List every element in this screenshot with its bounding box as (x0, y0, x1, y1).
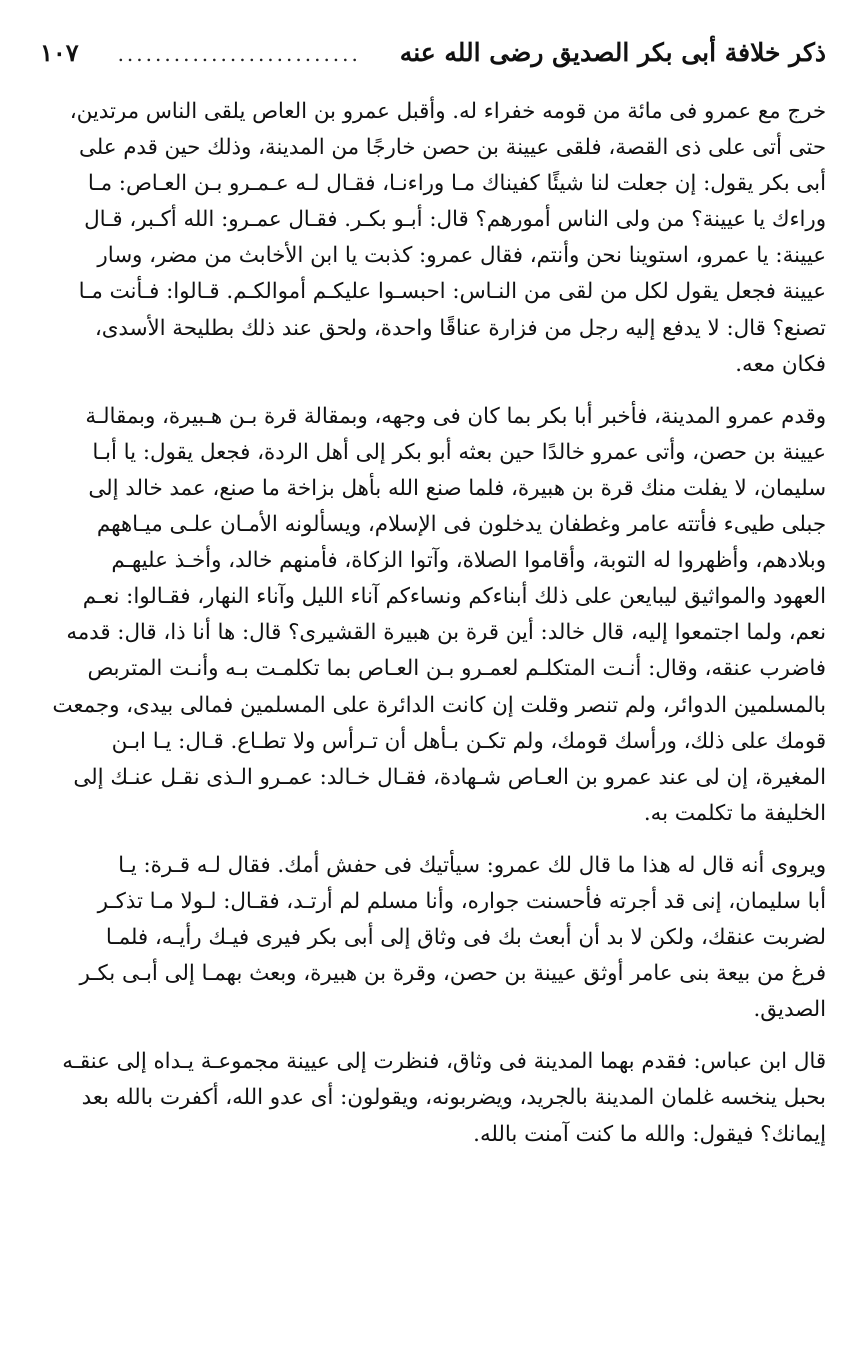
text-line: المغيرة، إن لى عند عمرو بن العـاص شـهادة، فقـال خـالد: عمـرو الـذى نقـل عنـك إلى (73, 764, 826, 790)
text-line: وراءك يا عيينة؟ من ولى الناس أمورهم؟ قال: أبـو بكـر. فقـال عمـرو: الله أكـبر، قـال (84, 207, 826, 233)
text-line: عيينة: يا عمرو، استوينا نحن وأنتم، فقال عمرو: كذبت يا ابن الأخابث من مضر، وسار (97, 243, 826, 269)
text-line: وبلادهم، وأظهروا له التوبة، وأقاموا الصلاة، وآتوا الزكاة، فأمنهم خالد، وأخـذ عليهـم (111, 548, 826, 574)
paragraph-4 (40, 1044, 826, 1152)
text-line: فكان معه. (735, 351, 826, 377)
text-line: بحبل ينخسه غلمان المدينة بالجريد، ويضربونه، ويقولون: أى عدو الله، أكفرت بالله بعد (81, 1085, 826, 1111)
text-line: قال ابن عباس: فقدم بهما المدينة فى وثاق، فنظرت إلى عيينة مجموعـة يـداه إلى عنقـه (62, 1049, 826, 1075)
text-line: الخليفة ما تكلمت به. (643, 800, 826, 826)
page-number: ١٠٧ (40, 38, 79, 67)
text-line: وقدم عمرو المدينة، فأخبر أبا بكر بما كان فى وجهه، وبمقالة قرة بـن هـبيرة، وبمقالـة (85, 403, 826, 429)
text-line: بالمسلمين الدوائر، ولم تنصر وقلت إن كانت الدائرة على المسلمين فمالى بيدى، وجمعت (52, 692, 826, 718)
dot-leader: .......................... (117, 42, 361, 66)
text-line: نعم، ولما اجتمعوا إليه، قال خالد: أين قرة بن هبيرة القشيرى؟ قال: ها أنا ذا، قال: قدمه (66, 620, 826, 646)
text-line: لضربت عنقك، ولكن لا بد أن أبعث بك فى وثاق إلى أبى بكر فيرى فيـك رأيـه، فلمـا (105, 925, 826, 951)
text-line: عيينة فجعل يقول لكل من لقى من النـاس: احبسـوا عليكـم أموالكـم. قـالوا: فـأنت مـا (78, 279, 826, 305)
text-line: جبلى طيىء فأتته عامر وغطفان يدخلون فى الإسلام، ويسألونه الأمـان علـى ميـاههم (96, 512, 826, 538)
text-line: سليمان، لا يفلت منك قرة بن هبيرة، فلما صنع الله بأهل بزاخة ما صنع، عمد خالد إلى (88, 475, 826, 501)
text-line: خرج مع عمرو فى مائة من قومه خفراء له. وأقبل عمرو بن العاص يلقى الناس مرتدين، (69, 99, 826, 124)
running-head: ذكر خلافة أبى بكر الصديق رضى الله عنه (399, 38, 826, 67)
text-line: تصنع؟ قال: لا يدفع إليه رجل من فزارة عناقًا واحدة، ولحق عند ذلك بطليحة الأسدى، (94, 315, 826, 341)
text-line: فرغ من بيعة بنى عامر أوثق عيينة بن حصن، وقرة بن هبيرة، وبعث بهمـا إلى أبـى بكـر (79, 961, 826, 987)
page-header (40, 38, 826, 94)
paragraph-1 (40, 94, 826, 383)
paragraph-3 (40, 848, 826, 1028)
text-line: أبا سليمان، إنى قد أجرته فأحسنت جواره، وأنا مسلم لم أرتـد، فقـال: لـولا مـا تذكـر (97, 888, 826, 914)
text-line: إيمانك؟ فيقول: والله ما كنت آمنت بالله. (473, 1121, 826, 1147)
text-line: العهود والمواثيق ليبايعن على ذلك أبناءكم ونساءكم آناء الليل وآناء النهار، فقـالوا: نعـم (82, 584, 826, 610)
text-line: قومك على ذلك، ورأسك قومك، ولم تكـن بـأهل أن تـرأس ولا تطـاع. قـال: يـا ابـن (111, 728, 826, 754)
text-line: الصديق. (753, 997, 826, 1023)
paragraph-2 (40, 399, 826, 832)
text-line: ويروى أنه قال له هذا ما قال لك عمرو: سيأتيك فى حفش أمك. فقال لـه قـرة: يـا (118, 852, 826, 878)
text-line: أبى بكر يقول: إن جعلت لنا شيئًا كفيناك مـا وراءنـا، فقـال لـه عـمـرو بـن العـاص: مـا (87, 171, 826, 197)
text-line: حتى أتى على ذى القصة، فلقى عيينة بن حصن خارجًا من المدينة، وذلك حين قدم على (78, 135, 826, 161)
text-line: عيينة بن حصن، وأتى عمرو خالدًا حين بعثه أبو بكر إلى أهل الردة، فجعل يقول: يا أبـا (92, 439, 826, 465)
body-text (40, 94, 826, 1153)
text-line: فاضرب عنقه، وقال: أنـت المتكلـم لعمـرو بـن العـاص بما تكلمـت بـه وأنـت المتربص (87, 656, 826, 682)
